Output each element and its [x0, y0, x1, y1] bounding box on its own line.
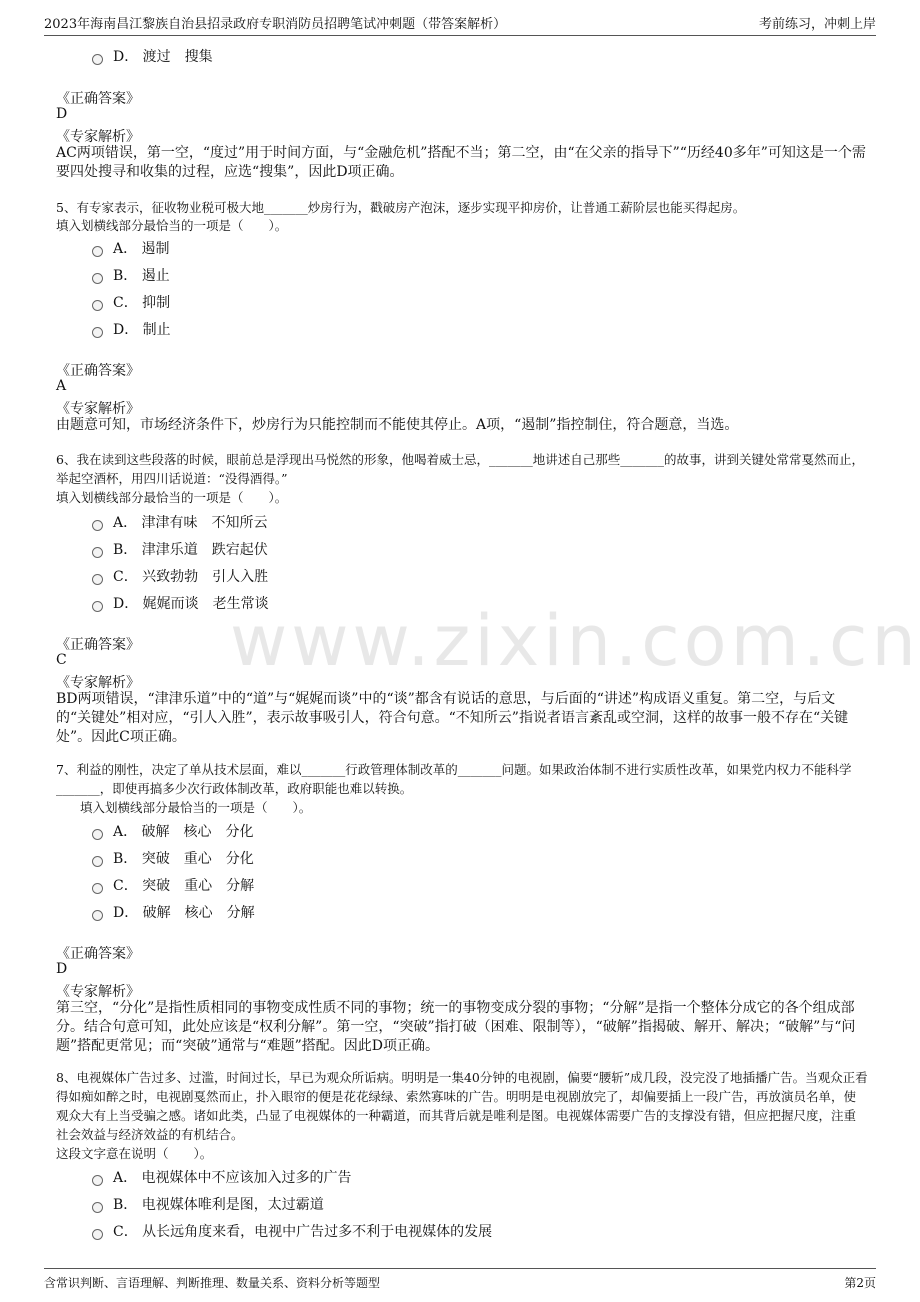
option-label: A． 电视媒体中不应该加入过多的广告	[113, 1170, 352, 1186]
analysis-label: 《专家解析》	[56, 984, 140, 1000]
analysis-text: 由题意可知，市场经济条件下，炒房行为只能控制而不能使其停止。A项，“遏制”指控制住，符合题意，当选。	[56, 417, 739, 433]
option-radio[interactable]	[92, 539, 268, 559]
option-label: D． 渡过 搜集	[113, 49, 213, 65]
option-radio[interactable]	[92, 593, 269, 613]
question-stem: 8、电视媒体广告过多、过滥，时间过长，早已为观众所诟病。明明是一集40分钟的电视剧，偏要“腰斩”成几段，没完没了地插播广告。当观众正看得如痴如醉之时，电视剧戛然而止，扑入眼帘的便是花花绿绿、索然寡味的广告。明明是电视剧放完了，却偏要插上一段广告，再放演员名单，使观众大有上当受骗之感。诸如此类，凸显了电视媒体的一种霸道，而其背后就是唯利是图。电视媒体需要广告的支撑没有错，但应把握尺度，注重社会效益与经济效益的有机结合。	[56, 1070, 868, 1142]
radio-icon[interactable]	[92, 520, 103, 531]
answer-value: C	[56, 652, 67, 668]
option-radio[interactable]	[92, 238, 170, 258]
radio-icon[interactable]	[92, 883, 103, 894]
radio-icon[interactable]	[92, 856, 103, 867]
option-label: B． 遏止	[113, 268, 170, 284]
option-radio[interactable]	[92, 265, 170, 285]
radio-icon[interactable]	[92, 910, 103, 921]
option-label: D． 娓娓而谈 老生常谈	[113, 596, 269, 612]
analysis-label: 《专家解析》	[56, 675, 140, 691]
analysis-text: AC两项错误，第一空，“度过”用于时间方面，与“金融危机”搭配不当；第二空，由“在父亲的指导下”“历经40多年”可知这是一个需要四处搜寻和收集的过程，应选“搜集”，因此D项正确。	[56, 145, 866, 180]
page-footer	[44, 1268, 876, 1295]
option-label: B． 津津乐道 跌宕起伏	[113, 542, 268, 558]
option-label: C． 抑制	[113, 295, 171, 311]
answer-label: 《正确答案》	[56, 946, 140, 962]
analysis-label: 《专家解析》	[56, 401, 140, 417]
footer-text: 含常识判断、言语理解、判断推理、数量关系、资料分析等题型	[44, 1275, 381, 1290]
option-label: A． 遏制	[113, 241, 170, 257]
answer-label: 《正确答案》	[56, 637, 140, 653]
option-radio[interactable]	[92, 512, 268, 532]
option-radio[interactable]	[92, 319, 171, 339]
option-radio[interactable]	[92, 1194, 324, 1214]
option-label: C． 兴致勃勃 引人入胜	[113, 569, 269, 585]
page-header	[44, 8, 876, 36]
option-radio[interactable]	[92, 292, 170, 312]
answer-value: D	[56, 961, 68, 977]
option-radio[interactable]	[92, 821, 254, 841]
option-label: A． 津津有味 不知所云	[113, 515, 268, 531]
option-radio[interactable]	[92, 46, 213, 66]
radio-icon[interactable]	[92, 1229, 103, 1240]
radio-icon[interactable]	[92, 547, 103, 558]
analysis-text: BD两项错误，“津津乐道”中的“道”与“娓娓而谈”中的“谈”都含有说话的意思，与后面的“讲述”构成语义重复。第二空，与后文的“关键处”相对应，“引人入胜”，表示故事吸引人，符合句意。“不知所云”指说者语言紊乱或空洞，这样的故事一般不存在“关键处”。因此C项正确。	[56, 691, 849, 745]
radio-icon[interactable]	[92, 246, 103, 257]
option-radio[interactable]	[92, 848, 254, 868]
radio-icon[interactable]	[92, 300, 103, 311]
option-label: A． 破解 核心 分化	[113, 824, 254, 840]
header-slogan: 考前练习，冲刺上岸	[758, 17, 876, 32]
radio-icon[interactable]	[92, 1202, 103, 1213]
option-label: C． 突破 重心 分解	[113, 878, 255, 894]
question-prompt: 填入划横线部分最恰当的一项是（ ）。	[56, 490, 288, 505]
option-radio[interactable]	[92, 566, 268, 586]
answer-value: A	[56, 378, 67, 394]
radio-icon[interactable]	[92, 273, 103, 284]
question-stem: 6、我在读到这些段落的时候，眼前总是浮现出马悦然的形象，他喝着威士忌，_______地讲述自己那些_______的故事，讲到关键处常常戛然而止，举起空酒杯，用四川话说道：“没得酒得。”	[56, 452, 864, 486]
option-label: D． 制止	[113, 322, 171, 338]
radio-icon[interactable]	[92, 1175, 103, 1186]
analysis-label: 《专家解析》	[56, 129, 140, 145]
radio-icon[interactable]	[92, 829, 103, 840]
option-radio[interactable]	[92, 902, 255, 922]
question-prompt: 填入划横线部分最恰当的一项是（ ）。	[80, 800, 312, 815]
question-prompt: 填入划横线部分最恰当的一项是（ ）。	[56, 218, 288, 233]
option-label: D． 破解 核心 分解	[113, 905, 255, 921]
question-stem: 5、有专家表示，征收物业税可极大地_______炒房行为，戳破房产泡沫，逐步实现平抑房价，让普通工薪阶层也能买得起房。	[56, 200, 746, 215]
radio-icon[interactable]	[92, 54, 103, 65]
option-radio[interactable]	[92, 1167, 352, 1187]
answer-value: D	[56, 106, 68, 122]
header-title: 2023年海南昌江黎族自治县招录政府专职消防员招聘笔试冲刺题（带答案解析）	[44, 17, 507, 32]
question-stem: 7、利益的刚性，决定了单从技术层面，难以_______行政管理体制改革的_______问题。如果政治体制不进行实质性改革，如果党内权力不能科学_______，即使再搞多少次行政体制改革，政府职能也难以转换。	[56, 762, 852, 796]
radio-icon[interactable]	[92, 574, 103, 585]
radio-icon[interactable]	[92, 601, 103, 612]
option-radio[interactable]	[92, 1221, 492, 1241]
option-label: B． 电视媒体唯利是图，太过霸道	[113, 1197, 324, 1213]
watermark: www.zixin.com.cn	[230, 600, 920, 682]
option-radio[interactable]	[92, 875, 254, 895]
question-prompt: 这段文字意在说明（ ）。	[56, 1146, 213, 1161]
option-label: C． 从长远角度来看，电视中广告过多不利于电视媒体的发展	[113, 1224, 493, 1240]
option-label: B． 突破 重心 分化	[113, 851, 254, 867]
answer-label: 《正确答案》	[56, 363, 140, 379]
answer-label: 《正确答案》	[56, 91, 140, 107]
page-number: 第2页	[844, 1275, 876, 1290]
radio-icon[interactable]	[92, 327, 103, 338]
analysis-text: 第三空，“分化”是指性质相同的事物变成性质不同的事物；统一的事物变成分裂的事物；“分解”是指一个整体分成它的各个组成部分。结合句意可知，此处应该是“权利分解”。第一空，“突破”指打破（困难、限制等），“破解”指揭破、解开、解决；“破解”与“问题”搭配更常见；而“突破”通常与“难题”搭配。因此D项正确。	[56, 1000, 856, 1054]
